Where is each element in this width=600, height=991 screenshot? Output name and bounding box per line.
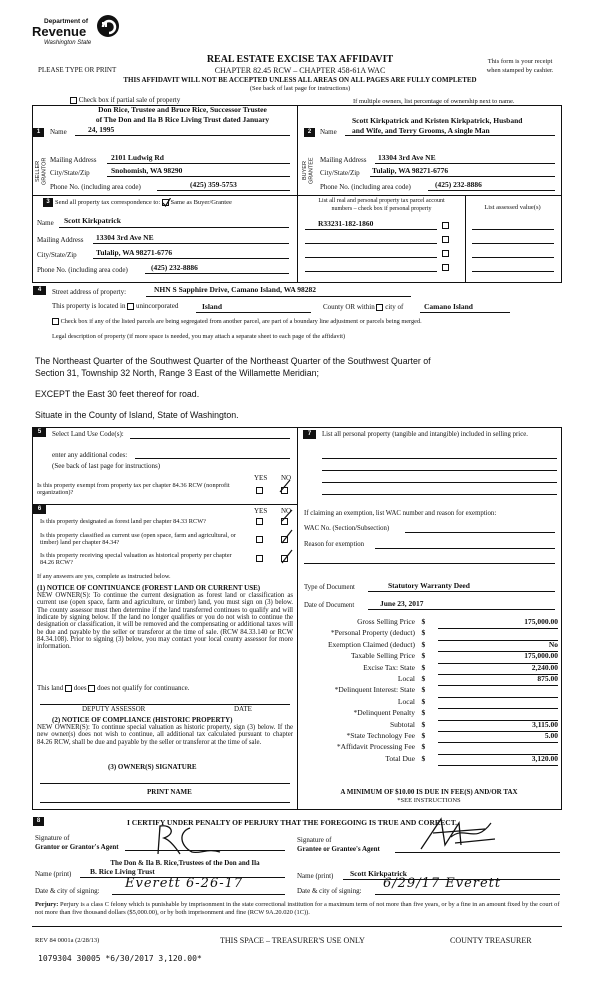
exempt-no-check-icon <box>278 479 292 495</box>
s6-yes-header: YES <box>254 507 268 515</box>
corr-phone-label: Phone No. (including area code) <box>37 266 128 274</box>
corr-mail-label: Mailing Address <box>37 236 84 244</box>
deputy-date-label: DATE <box>234 705 252 713</box>
county-name: Island <box>202 302 223 311</box>
partial-sale-label: Check box if partial sale of property <box>78 96 181 104</box>
legal-line-4: Situate in the County of Island, State of Washington. <box>35 410 239 420</box>
forest-question: Is this property designated as forest land per chapter 84.33 RCW? <box>40 518 206 525</box>
buyer-side-label: BUYER GRANTEE <box>302 157 315 185</box>
grantee-name: Scott Kirkpatrick <box>350 869 407 878</box>
form-warning: THIS AFFIDAVIT WILL NOT BE ACCEPTED UNLESS ALL AREAS ON ALL PAGES ARE FULLY COMPLETED <box>123 76 477 84</box>
correspondence-label <box>55 199 232 206</box>
doc-type: Statutory Warranty Deed <box>388 581 470 590</box>
grantor-sig-label-2: Grantor or Grantor's Agent <box>35 843 119 851</box>
grantor-sig-label-1: Signature of <box>35 834 70 842</box>
tax-row-subtotal: Subtotal $ 3,115.00 <box>300 721 558 732</box>
tax-row-exemption: Exemption Claimed (deduct) $ No <box>300 641 558 652</box>
correspondence-label-a: Send all property tax correspondence to: <box>55 199 161 206</box>
see-instructions-note: *SEE INSTRUCTIONS <box>397 797 461 804</box>
doc-date: June 23, 2017 <box>380 599 424 608</box>
certify-statement: I CERTIFY UNDER PENALTY OF PERJURY THAT THE FOREGOING IS TRUE AND CORRECT. <box>127 818 458 827</box>
street-label: Street address of property: <box>52 288 127 296</box>
form-chapter: CHAPTER 82.45 RCW – CHAPTER 458-61A WAC <box>214 66 386 75</box>
notice-2-title: (2) NOTICE OF COMPLIANCE (HISTORIC PROPERTY) <box>52 716 233 724</box>
agency-logo <box>30 14 130 54</box>
historic-yes-checkbox[interactable] <box>256 555 263 562</box>
agency-dept: Department of <box>44 18 89 25</box>
seller-name-line3: 24, 1995 <box>88 125 115 134</box>
s6-no-header: NO <box>281 507 292 515</box>
tax-row-taxable: Taxable Selling Price $ 175,000.00 <box>300 652 558 663</box>
does-not-checkbox[interactable] <box>88 685 95 692</box>
exemption-label: If claiming an exemption, list WAC number and reason for exemption: <box>304 510 497 517</box>
buyer-city: Tulalip, WA 98271-6776 <box>372 166 449 175</box>
seller-phone: (425) 359-5753 <box>190 180 237 189</box>
seller-name-line1: Don Rice, Trustee and Bruce Rice, Successor Trustee <box>98 105 267 114</box>
grantor-name-label: Name (print) <box>35 870 72 878</box>
tax-table <box>300 618 558 766</box>
buyer-phone: (425) 232-8886 <box>435 180 482 189</box>
section-5-badge: 5 <box>33 428 46 437</box>
section-7-badge: 7 <box>303 430 316 439</box>
tax-row-personal-property: *Personal Property (deduct) $ <box>300 629 558 640</box>
grantor-date-handwritten: Everett 6-26-17 <box>125 876 244 891</box>
seller-side-label: SELLER GRANTOR <box>35 157 48 185</box>
check-mark-icon <box>162 198 171 207</box>
tax-row-delinquent-interest-local: Local $ <box>300 698 558 709</box>
legal-line-2: Section 31, Township 32 North, Range 3 East of the Willamette Meridian; <box>35 368 319 378</box>
parcels-header-1: List all real and personal property tax parcel account <box>318 198 445 204</box>
doc-date-label: Date of Document <box>304 602 355 609</box>
seller-city: Snohomish, WA 98290 <box>111 166 183 175</box>
buyer-mail-label: Mailing Address <box>320 156 367 164</box>
section-6-badge: 6 <box>33 505 46 514</box>
print-name-label: PRINT NAME <box>147 788 192 796</box>
parcel-2-personal-checkbox[interactable] <box>442 236 449 243</box>
cashier-stamp: 1079304 30005 *6/30/2017 3,120.00* <box>38 954 202 963</box>
corr-phone: (425) 232-8886 <box>151 263 198 272</box>
city-of-checkbox[interactable] <box>376 304 383 311</box>
s5-yes-header: YES <box>254 474 268 482</box>
buyer-name-label: Name <box>320 128 337 136</box>
land-use-see-back: (See back of last page for instructions) <box>52 462 161 470</box>
tax-row-total-due: Total Due $ 3,120.00 <box>300 755 558 766</box>
s5-no-header: NO <box>281 474 292 482</box>
unincorporated-checkbox[interactable] <box>127 303 134 310</box>
current-use-no-check-icon <box>280 529 294 545</box>
tax-row-gross: Gross Selling Price $ 175,000.00 <box>300 618 558 629</box>
assessed-header: List assessed value(s) <box>484 204 541 211</box>
land-use-label: Select Land Use Code(s): <box>52 430 124 438</box>
seller-name-label: Name <box>50 128 67 136</box>
tax-row-delinquent-interest-state: *Delinquent Interest: State $ <box>300 686 558 697</box>
perjury-notice <box>35 901 560 916</box>
corr-name-label: Name <box>37 219 54 227</box>
seller-phone-label: Phone No. (including area code) <box>50 183 141 191</box>
seller-mail: 2101 Ludwig Rd <box>111 153 164 162</box>
historic-no-check-icon <box>280 549 294 565</box>
agency-state: Washington State <box>44 40 92 46</box>
exempt-question: Is this property exempt from property tax per chapter 84.36 RCW (nonprofit organization)? <box>37 482 230 497</box>
multiple-owners-note: If multiple owners, list percentage of ownership next to name. <box>353 98 515 105</box>
parcel-4-personal-checkbox[interactable] <box>442 264 449 271</box>
qualify-row <box>37 684 189 692</box>
grantee-sig-label-1: Signature of <box>297 836 332 844</box>
segregated-checkbox[interactable] <box>52 318 59 325</box>
additional-codes-label: enter any additional codes: <box>52 451 128 459</box>
form-revision: REV 84 0001a (2/28/13) <box>35 937 100 944</box>
treasurer-use: THIS SPACE – TREASURER'S USE ONLY <box>220 936 365 945</box>
grantor-date-label: Date & city of signing: <box>35 887 100 895</box>
tax-row-processing-fee: *Affidavit Processing Fee $ <box>300 743 558 754</box>
please-type: PLEASE TYPE OR PRINT <box>38 66 117 74</box>
section-3-badge: 3 <box>43 198 53 207</box>
grantor-name: B. Rice Living Trust <box>90 867 155 876</box>
notice-2-text: NEW OWNER(S): To continue special valuation as historic property, sign (3) below. If the new owner(s) does not wish to continue, all additional tax calculated pursuant to chapter 84.26 RCW, shall be due and payable by the seller or transferor at the time of sale. <box>37 724 293 746</box>
segregated-label: Check box if any of the listed parcels are being segregated from another parcel, are part of a boundary line adjustment or parcels being merged. <box>60 318 422 325</box>
notice-1-title: (1) NOTICE OF CONTINUANCE (FOREST LAND OR CURRENT USE) <box>37 584 261 592</box>
legal-line-3: EXCEPT the East 30 feet thereof for road. <box>35 389 200 399</box>
parcel-1: R33231-182-1860 <box>318 219 374 228</box>
if-yes-note: If any answers are yes, complete as instructed below. <box>37 573 171 580</box>
located-label: This property is located in <box>52 302 126 310</box>
buyer-phone-label: Phone No. (including area code) <box>320 183 411 191</box>
corr-mail: 13304 3rd Ave NE <box>96 233 154 242</box>
tax-row-technology-fee: *State Technology Fee $ 5.00 <box>300 732 558 743</box>
personal-property-label: List all personal property (tangible and intangible) included in selling price. <box>322 431 528 438</box>
see-back: (See back of last page for instructions) <box>249 85 351 92</box>
county-label: County OR within <box>323 303 375 311</box>
lower-vertical-divider <box>297 427 298 810</box>
does-not-label: does not qualify for continuance. <box>97 684 190 692</box>
city-of-label: city of <box>385 303 404 311</box>
tax-row-excise-state: Excise Tax: State $ 2,240.00 <box>300 664 558 675</box>
tax-row-excise-local: Local $ 875.00 <box>300 675 558 686</box>
tax-row-delinquent-penalty: *Delinquent Penalty $ <box>300 709 558 720</box>
forest-yes-checkbox[interactable] <box>256 518 263 525</box>
notice-1-text: NEW OWNER(S): To continue the current designation as forest land or classification as current use (open space, farm and agriculture, or timber) land, you must sign on (3) below. The county assessor must then determine if the land transferred continues to qualify and will indicate by signing below. If the land no longer qualifies or you do not wish to continue the designation or classification, it will be removed and the compensating or additional taxes will be due and payable by the seller or transferor at the time of sale. (RCW 84.33.140 or RCW 84.34.108). Prior to signing (3) below, you may contact your local county assessor for more information. <box>37 592 293 651</box>
parcels-header-2: numbers – check box if personal property <box>331 206 432 212</box>
partial-sale-checkbox[interactable] <box>70 97 77 104</box>
unincorporated-label: unincorporated <box>135 302 179 310</box>
county-treasurer: COUNTY TREASURER <box>450 936 532 945</box>
seller-mail-label: Mailing Address <box>50 156 97 164</box>
section-8-badge: 8 <box>33 817 44 826</box>
segregated-row <box>52 318 422 325</box>
reason-label: Reason for exemption <box>304 541 365 548</box>
grantor-signature <box>150 822 230 858</box>
buyer-mail: 13304 3rd Ave NE <box>378 153 436 162</box>
owner-signature-label: (3) OWNER(S) SIGNATURE <box>108 763 197 771</box>
current-use-yes-checkbox[interactable] <box>256 536 263 543</box>
agency-name: Revenue <box>32 24 87 39</box>
grantee-date-handwritten: 6/29/17 Everett <box>383 876 502 891</box>
does-label: does <box>73 684 87 692</box>
current-use-question: Is this property classified as current use (open space, farm and agricultural, or timber) land per chapter 84.34? <box>40 532 236 547</box>
city-name: Camano Island <box>424 302 473 311</box>
minimum-due-note: A MINIMUM OF $10.00 IS DUE IN FEE(S) AND/OR TAX <box>340 788 518 796</box>
section-4-badge: 4 <box>33 286 46 295</box>
seller-name-line2: of The Don and Ila B Rice Living Trust dated January <box>95 115 270 124</box>
parcel-1-personal-checkbox[interactable] <box>442 222 449 229</box>
same-as-buyer-checkbox[interactable] <box>162 199 169 206</box>
legal-line-1: The Northeast Quarter of the Southwest Quarter of the Northeast Quarter of the Southwest Quarter of <box>35 356 431 366</box>
parcel-3-personal-checkbox[interactable] <box>442 250 449 257</box>
this-land-label: This land <box>37 684 64 692</box>
legal-label: Legal description of property (if more space is needed, you may attach a separate sheet to each page of the affidavit) <box>52 333 346 340</box>
buyer-city-label: City/State/Zip <box>320 169 360 177</box>
seller-city-label: City/State/Zip <box>50 169 90 177</box>
street-address: NHN S Sapphire Drive, Camano Island, WA 98282 <box>154 285 317 294</box>
corr-name: Scott Kirkpatrick <box>64 216 121 225</box>
receipt-note-2: when stamped by cashier. <box>486 67 554 74</box>
does-checkbox[interactable] <box>65 685 72 692</box>
perjury-text: Perjury is a class C felony which is punishable by imprisonment in the state correctional institution for a maximum term of not more than five years, or by a fine in an amount fixed by the court of not more than five thousand dollars ($5,000.00), or by both imprisonment and fine (RCW 9A.20.020 (1C)). <box>35 901 560 916</box>
grantee-signature <box>415 815 505 855</box>
section-1-badge: 1 <box>33 128 44 137</box>
corr-city-label: City/State/Zip <box>37 251 77 259</box>
receipt-note-1: This form is your receipt <box>487 58 553 65</box>
buyer-name-line1: Scott Kirkpatrick and Kristen Kirkpatrick, Husband <box>352 116 523 125</box>
grantor-name-above: The Don & Ila B. Rice,Trustees of the Don and Ila <box>110 859 260 867</box>
historic-question: Is this property receiving special valuation as historical property per chapter 84.26 RCW? <box>40 552 232 567</box>
grantee-date-label: Date & city of signing: <box>297 887 362 895</box>
dor-logo-icon <box>96 14 120 38</box>
grantee-sig-label-2: Grantee or Grantee's Agent <box>297 845 380 853</box>
parties-vertical-divider <box>297 105 298 283</box>
wac-label: WAC No. (Section/Subsection) <box>304 525 390 532</box>
partial-sale <box>70 96 180 104</box>
form-title: REAL ESTATE EXCISE TAX AFFIDAVIT <box>206 54 394 65</box>
buyer-name-line2: and Wife, and Terry Grooms, A single Man <box>352 126 490 135</box>
exempt-yes-checkbox[interactable] <box>256 487 263 494</box>
located-row <box>52 302 178 310</box>
corr-city: Tulalip, WA 98271-6776 <box>96 248 173 257</box>
deputy-assessor-label: DEPUTY ASSESSOR <box>82 705 146 713</box>
doc-type-label: Type of Document <box>304 584 355 591</box>
correspondence-label-b: Same as Buyer/Grantee <box>170 199 232 206</box>
county-row <box>323 303 403 311</box>
forest-no-check-icon <box>280 509 294 523</box>
section-2-badge: 2 <box>304 128 315 137</box>
grantee-name-label: Name (print) <box>297 872 334 880</box>
perjury-label: Perjury: <box>35 901 59 908</box>
